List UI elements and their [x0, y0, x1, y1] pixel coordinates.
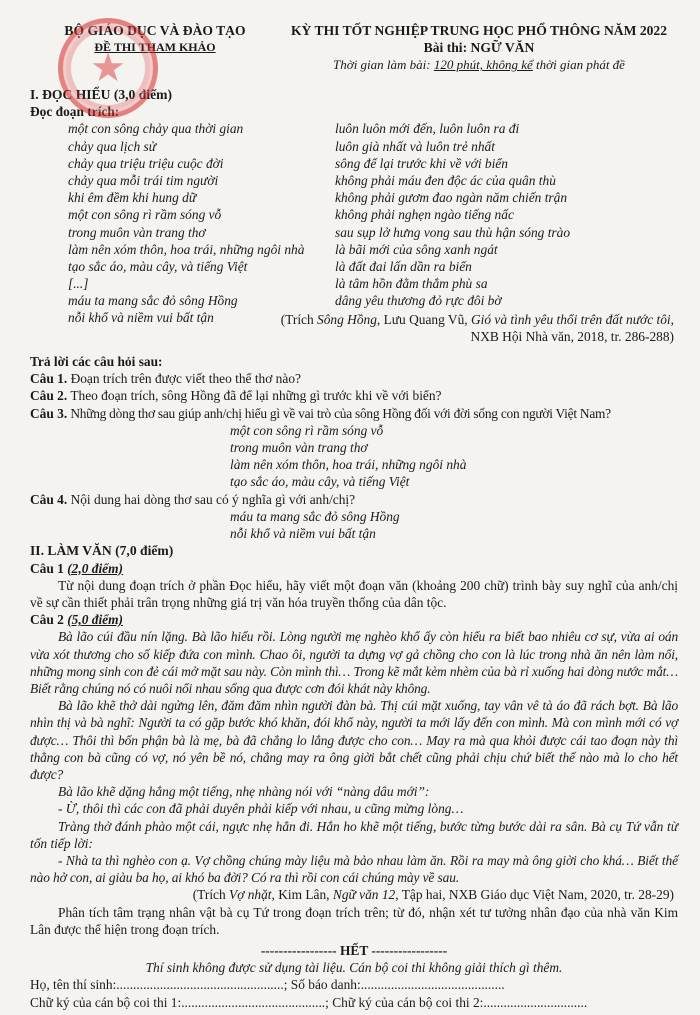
poem-left-column: [30, 103, 320, 326]
poem-line: trong muôn vàn trang thơ: [68, 224, 206, 240]
time-limit: Thời gian làm bài: 120 phút, không kể thời gian phát đề: [333, 57, 625, 73]
poem-line: làm nên xóm thôn, hoa trái, những ngôi nhà: [68, 241, 305, 257]
poem-excerpt: [30, 103, 678, 326]
question-2: Câu 2. Theo đoạn trích, sông Hồng đã để lại những gì trước khi về với biển?: [30, 388, 442, 404]
poem-line: là đất đai lấn dần ra biển: [335, 258, 472, 274]
poem-source: (Trích Sông Hồng, Lưu Quang Vũ, Gió và tình yêu thổi trên đất nước tôi, NXB Hội Nhà văn, 2018, tr. 286-288): [280, 311, 674, 344]
poem-line: một con sông chảy qua thời gian: [68, 121, 244, 137]
header-right: [280, 8, 678, 73]
part1-heading: I. ĐỌC HIỂU (3,0 điểm): [30, 87, 172, 102]
questions-heading: Trả lời các câu hỏi sau:: [30, 354, 163, 370]
question-1: Câu 1. Đoạn trích trên được viết theo thể thơ nào?: [30, 371, 301, 387]
poem-line: nỗi khổ và niềm vui bất tận: [230, 526, 376, 542]
poem-line: là bãi mới của sông xanh ngát: [335, 241, 498, 257]
poem-line: một con sông rì rầm sóng vỗ: [230, 422, 384, 438]
poem-line: chảy qua mỗi trái tim người: [68, 172, 219, 188]
header-left: [30, 8, 280, 90]
essay-question-2-task: Phân tích tâm trạng nhân vật bà cụ Tứ trong đoạn trích trên; từ đó, nhận xét tư tưởng nhân đạo của nhà văn Kim Lân được thể hiện trong đoạn trích.: [30, 904, 678, 937]
candidate-id-field: ...........................................: [360, 977, 505, 993]
passage-paragraph: Bà lão khẽ dặng hắng một tiếng, nhẹ nhàng nói với “nàng dâu mới”:: [58, 784, 430, 800]
poem-line: không phải máu đen độc ác của quân thù: [335, 172, 556, 188]
invigilator-signature-line: Chữ ký của cán bộ coi thi 1: ........................................... ; Chữ ký của cán bộ coi thi 2: ...............................: [30, 994, 588, 1010]
poem-line: máu ta mang sắc đỏ sông Hồng: [230, 508, 400, 524]
exam-title: KỲ THI TỐT NGHIỆP TRUNG HỌC PHỔ THÔNG NĂM 2022: [290, 23, 668, 38]
passage-paragraph: Tràng thở đánh phào một cái, ngực nhẹ hẳn đi. Hắn ho khẽ một tiếng, bước từng bước dài ra sân. Bà cụ Tứ vẫn từ tốn tiếp lời:: [30, 818, 678, 851]
poem-line: luôn luôn mới đến, luôn luôn ra đi: [335, 121, 520, 137]
poem-line: một con sông rì rầm sóng vỗ: [68, 207, 222, 223]
passage-paragraph: Bà lão khẽ thở dài ngửng lên, đăm đăm nhìn người đàn bà. Thị cúi mặt xuống, tay vân vê tà áo đã rách bợt. Bà lão nhìn thị và bà nghĩ: Người ta có gặp bước khó khăn, đói khổ này, người ta mới lấy đến con mình. Mà con mình mới có vợ được… Thôi thì bổn phận bà là mẹ, bà đã chẳng lo lắng được cho con… May ra mà qua khỏi được cái tao đoạn này thì thằng con bà cũng có vợ, nó yên bề nó, chẳng may ra ông giời bắt chết cũng phải chịu chứ biết thế nào mà lo cho hết được?: [30, 698, 678, 782]
poem-right-column: [320, 103, 678, 326]
essay-question-1-text: Từ nội dung đoạn trích ở phần Đọc hiểu, hãy viết một đoạn văn (khoảng 200 chữ) trình bày suy nghĩ của anh/chị về sự cần thiết phải trân trọng những giá trị văn hóa truyền thống của dân tộc.: [30, 577, 678, 610]
part2-heading: II. LÀM VĂN (7,0 điểm): [30, 543, 174, 559]
poem-line: khi êm đềm khi hung dữ: [68, 190, 197, 206]
candidate-info-line: Họ, tên thí sinh: .................................................. ; Số báo danh: ...........................................: [30, 977, 505, 993]
question-3-poem: [30, 422, 678, 491]
poem-line: dâng yêu thương đỏ rực đôi bờ: [335, 293, 502, 309]
read-intro: Đọc đoạn trích:: [30, 104, 120, 120]
invigilator-2-signature-field: ...............................: [483, 994, 588, 1010]
poem-line: tạo sắc áo, màu cây, và tiếng Việt: [230, 474, 410, 490]
passage-paragraph: - Nhà ta thì nghèo con ạ. Vợ chồng chúng mày liệu mà bảo nhau làm ăn. Rồi ra may mà ông giời cho khá… Biết thế nào hở con, ai giàu ba họ, ai khó ba đời? Có ra thì rồi con cái chúng mày về sau.: [30, 852, 678, 886]
poem-line: trong muôn vàn trang thơ: [230, 440, 368, 456]
poem-line: luôn già nhất và luôn trẻ nhất: [335, 138, 495, 154]
question-4: Câu 4. Nội dung hai dòng thơ sau có ý nghĩa gì với anh/chị?: [30, 491, 356, 507]
candidate-name-field: ..................................................: [116, 977, 284, 993]
question-3: Câu 3. Những dòng thơ sau giúp anh/chị hiểu gì về vai trò của sông Hồng đối với đời sống con người Việt Nam?: [30, 405, 611, 421]
poem-line: làm nên xóm thôn, hoa trái, những ngôi nhà: [230, 457, 467, 473]
poem-line: là tâm hồn đằm thắm phù sa: [335, 276, 488, 292]
poem-line: [...]: [68, 276, 89, 292]
essay-question-2-label: Câu 2 (5,0 điểm): [30, 612, 123, 628]
question-4-poem: [30, 508, 678, 542]
poem-line: sông để lại trước khi về với biển: [335, 155, 508, 171]
poem-line: máu ta mang sắc đỏ sông Hồng: [68, 293, 238, 309]
reference-label: ĐỀ THI THAM KHẢO: [94, 40, 216, 55]
poem-line: nỗi khổ và niềm vui bất tận: [68, 310, 214, 326]
poem-line: chảy qua lịch sử: [68, 138, 157, 154]
passage-source: (Trích Vợ nhặt, Kim Lân, Ngữ văn 12, Tập hai, NXB Giáo dục Việt Nam, 2020, tr. 28-29): [192, 887, 674, 903]
invigilator-1-signature-field: ...........................................: [181, 994, 326, 1010]
ministry-name: BỘ GIÁO DỤC VÀ ĐÀO TẠO: [64, 23, 246, 38]
passage-paragraph: - Ừ, thôi thì các con đã phải duyên phải kiếp với nhau, u cũng mừng lòng…: [58, 801, 464, 817]
poem-line: không phải gươm đao ngàn năm chiến trận: [335, 190, 568, 206]
red-seal-stamp: ★: [58, 18, 158, 118]
poem-line: sau sụp lở hưng vong sau thù hận sóng trào: [335, 224, 571, 240]
end-note: Thí sinh không được sử dụng tài liệu. Cán bộ coi thi không giải thích gì thêm.: [145, 960, 563, 976]
essay-question-1-label: Câu 1 (2,0 điểm): [30, 560, 123, 576]
subject-label: Bài thi: NGỮ VĂN: [423, 40, 535, 56]
poem-line: không phải nghẹn ngào tiếng nấc: [335, 207, 514, 223]
poem-line: tạo sắc áo, màu cây, và tiếng Việt: [68, 258, 248, 274]
passage-paragraph: Bà lão cúi đầu nín lặng. Bà lão hiểu rồi. Lòng người mẹ nghèo khổ ấy còn hiểu ra biết bao nhiêu cơ sự, vừa ai oán vừa xót thương cho số kiếp đứa con mình. Chao ôi, người ta dựng vợ gả chồng cho con là lúc trong nhà ăn nên làm nổi, những mong sinh con đẻ cái mở mặt sau này. Còn mình thì… Trong kẽ mắt kèm nhèm của bà rỉ xuống hai dòng nước mắt… Biết rằng chúng nó có nuôi nổi nhau sống qua được cơn đói khát này không.: [30, 629, 678, 696]
poem-line: chảy qua triệu triệu cuộc đời: [68, 155, 224, 171]
end-marker: ----------------- HẾT -----------------: [260, 942, 448, 958]
exam-header: [30, 8, 678, 90]
